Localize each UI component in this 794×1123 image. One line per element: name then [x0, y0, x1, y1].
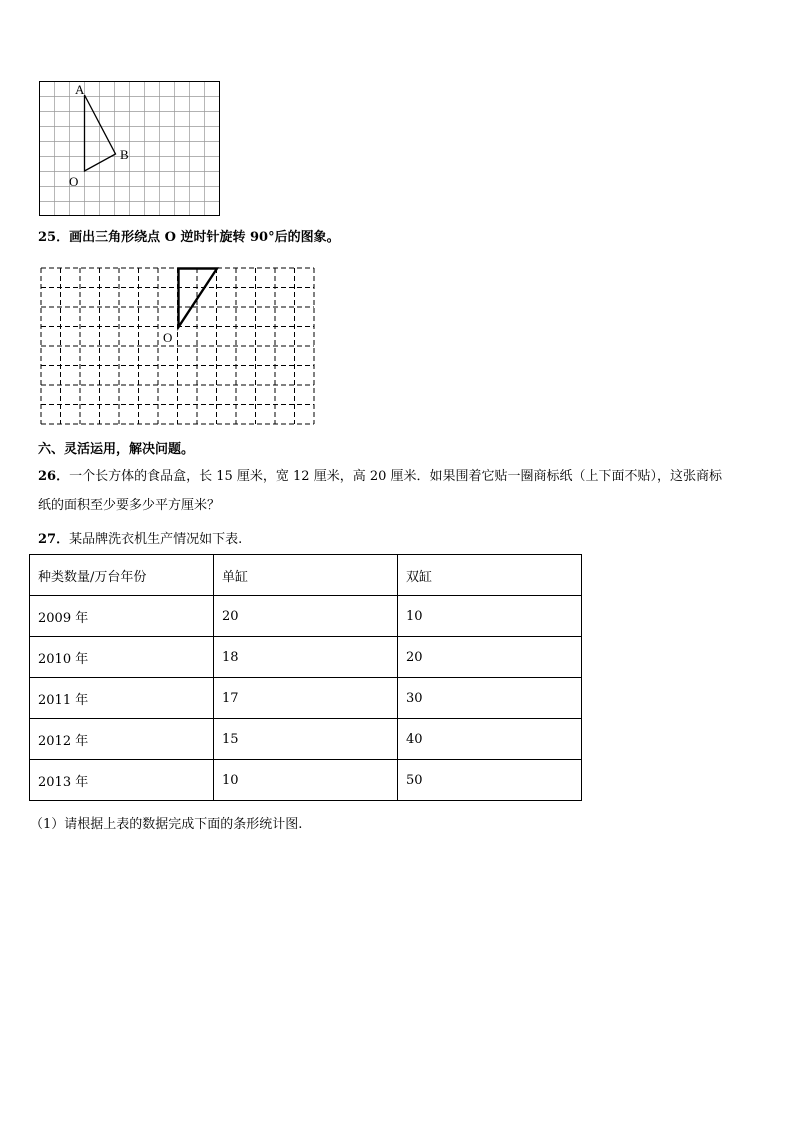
table-cell: 2013 年 — [30, 760, 214, 801]
table-cell: 50 — [398, 760, 582, 801]
table-header-row — [30, 555, 582, 596]
label-o: O — [69, 174, 79, 189]
header-cell: 单缸 — [214, 555, 398, 596]
question-26-line2: 纸的面积至少要多少平方厘米？ — [38, 498, 221, 513]
question-27-part1: （1）请根据上表的数据完成下面的条形统计图. — [30, 817, 303, 832]
question-text-line1: 一个长方体的食品盒，长 15 厘米，宽 12 厘米，高 20 厘米．如果围着它贴一圈商标纸（上下面不贴），这张商标 — [69, 469, 723, 484]
question-text: 画出三角形绕点 O 逆时针旋转 90°后的图象。 — [69, 230, 340, 245]
question-27 — [38, 530, 242, 550]
question-number: 26． — [38, 469, 70, 484]
table-row — [30, 719, 582, 760]
header-cell: 种类数量/万台年份 — [30, 555, 214, 596]
table-cell: 2010 年 — [30, 637, 214, 678]
table-cell: 15 — [214, 719, 398, 760]
table-cell: 2009 年 — [30, 596, 214, 637]
production-table — [29, 554, 582, 801]
section-title: 六、灵活运用，解决问题。 — [38, 442, 195, 457]
triangle-grid-figure — [39, 81, 221, 217]
question-25 — [38, 228, 340, 248]
rotation-grid-figure — [40, 266, 316, 424]
header-cell: 双缸 — [398, 555, 582, 596]
table-cell: 20 — [398, 637, 582, 678]
table-cell: 18 — [214, 637, 398, 678]
table-cell: 30 — [398, 678, 582, 719]
question-number: 25． — [38, 230, 70, 245]
label-o: O — [163, 330, 173, 345]
table-cell: 10 — [398, 596, 582, 637]
table-row — [30, 596, 582, 637]
question-26 — [38, 467, 722, 487]
table-cell: 10 — [214, 760, 398, 801]
table-row — [30, 760, 582, 801]
label-b: B — [120, 147, 129, 162]
table-cell: 40 — [398, 719, 582, 760]
table-cell: 20 — [214, 596, 398, 637]
table-cell: 2011 年 — [30, 678, 214, 719]
table-row — [30, 637, 582, 678]
table-row — [30, 678, 582, 719]
table-cell: 2012 年 — [30, 719, 214, 760]
label-a: A — [75, 82, 85, 97]
triangle-to-rotate — [179, 269, 218, 328]
triangle-aob — [85, 95, 116, 171]
table-cell: 17 — [214, 678, 398, 719]
question-number: 27． — [38, 532, 70, 547]
question-text: 某品牌洗衣机生产情况如下表. — [69, 532, 243, 547]
